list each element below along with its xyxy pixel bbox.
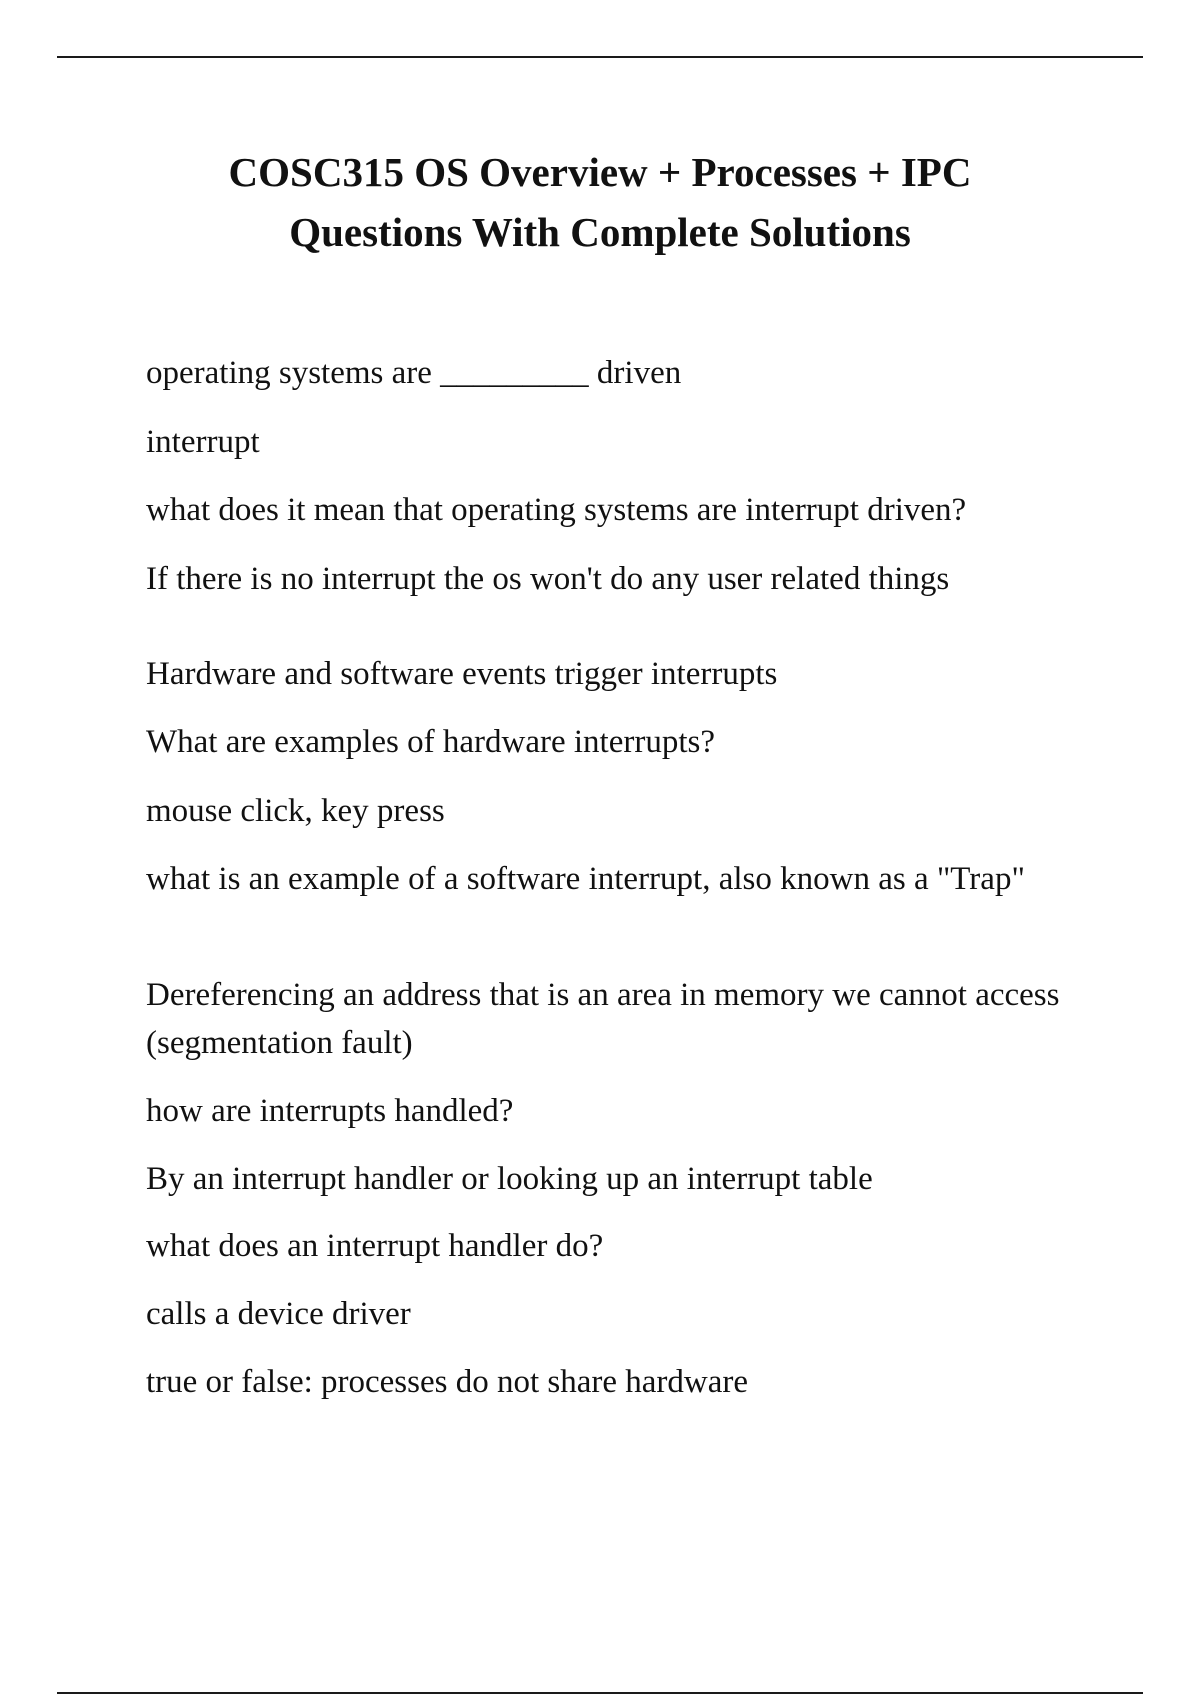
top-rule xyxy=(57,56,1143,58)
question-text: operating systems are _________ driven xyxy=(146,355,682,391)
question-text: what does an interrupt handler do? xyxy=(146,1228,604,1264)
title-line-1: COSC315 OS Overview + Processes + IPC xyxy=(228,149,972,195)
answer-text: interrupt xyxy=(146,424,260,460)
question-text: true or false: processes do not share hardware xyxy=(146,1364,749,1400)
answer-text: Hardware and software events trigger interrupts xyxy=(146,656,778,692)
answer-text: Dereferencing an address that is an area in memory we cannot access (segmentation fault) xyxy=(146,977,1060,1061)
question-text: how are interrupts handled? xyxy=(146,1093,514,1129)
document-title xyxy=(100,142,1100,262)
question-text: What are examples of hardware interrupts? xyxy=(146,724,715,760)
title-line-2: Questions With Complete Solutions xyxy=(289,209,911,255)
answer-text: mouse click, key press xyxy=(146,793,445,829)
question-text: what does it mean that operating systems are interrupt driven? xyxy=(146,492,967,528)
answer-text: By an interrupt handler or looking up an interrupt table xyxy=(146,1161,873,1197)
question-text: what is an example of a software interrupt, also known as a "Trap" xyxy=(146,861,1025,897)
answer-text: If there is no interrupt the os won't do any user related things xyxy=(146,561,950,597)
answer-text: calls a device driver xyxy=(146,1296,411,1332)
bottom-rule xyxy=(57,1692,1143,1694)
